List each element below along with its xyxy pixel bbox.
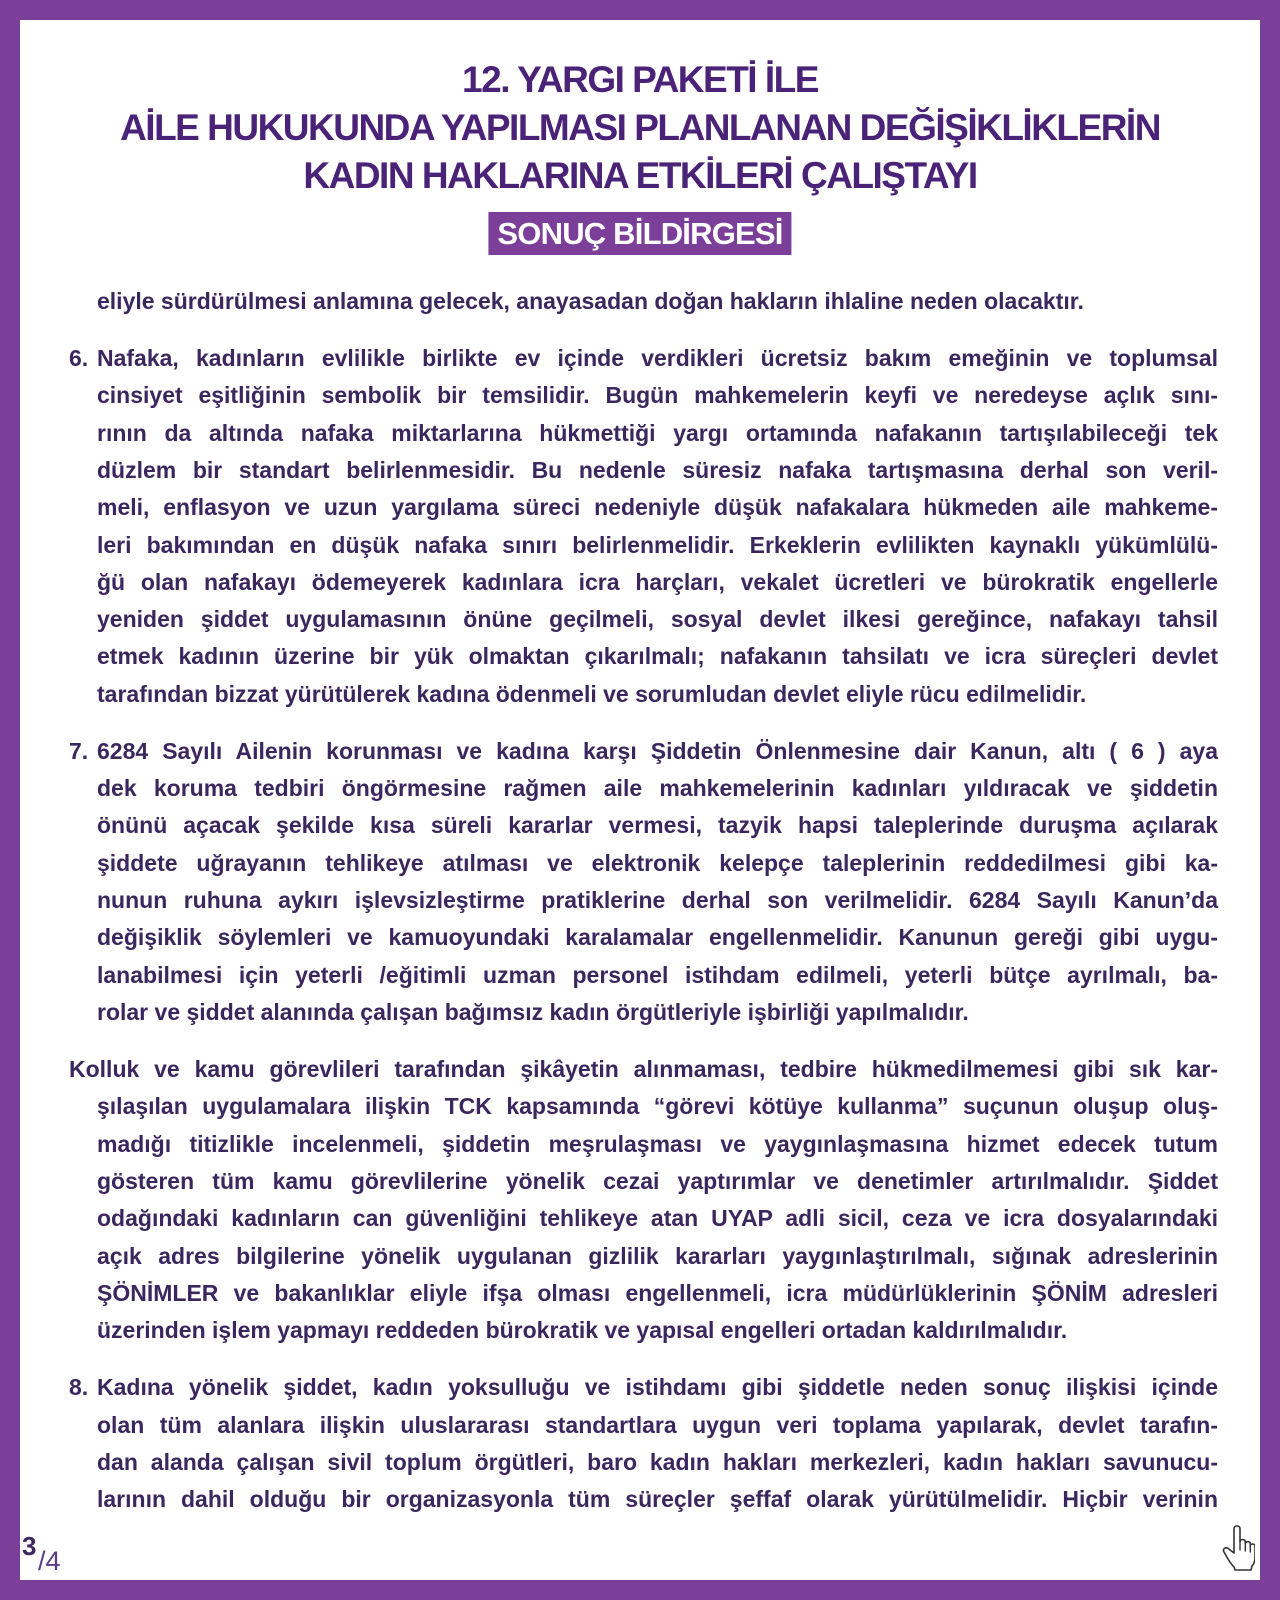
text-line: eliyle sürdürülmesi anlamına gelecek, anayasadan doğan hakların ihlaline neden olacaktır. (97, 288, 1084, 314)
text-line: dan alanda çalışan sivil toplum örgütleri, baro kadın hakları merkezleri, kadın hakları savunucu- (97, 1448, 1218, 1475)
section-badge: SONUÇ BİLDİRGESİ (488, 212, 791, 255)
text-line: meli, enflasyon ve uzun yargılama süreci nedeniyle düşük nafakalara hükmeden aile mahkeme- (97, 494, 1218, 521)
text-line: değişiklik söylemleri ve kamuoyundaki karalamalar engellenmelidir. Kanunun gereği gibi uygu- (97, 924, 1218, 951)
text-line: Nafaka, kadınların evlilikle birlikte ev içinde verdikleri ücretsiz bakım emeğinin ve toplumsal (97, 345, 1218, 372)
text-line: odağındaki kadınların can güvenliğini tehlikeye atan UYAP adli sicil, ceza ve icra dosyalarındaki (97, 1205, 1218, 1232)
text-line: etmek kadının üzerine bir yük olmaktan çıkarılmalı; nafakanın tahsilatı ve icra süreçleri devlet (97, 643, 1218, 670)
title-line: 12. YARGI PAKETİ İLE (462, 59, 818, 100)
text-line: şiddete uğrayanın tehlikeye atılması ve elektronik kelepçe taleplerinin reddedilmesi gibi ka- (97, 849, 1218, 876)
text-line: şılaşılan uygulamalara ilişkin TCK kapsamında “görevi kötüye kullanma” suçunun oluşup oluş- (97, 1093, 1218, 1120)
paragraph-item-8 (69, 1369, 1218, 1518)
text-line: nunun ruhuna aykırı işlevsizleştirme pratiklerine derhal son verilmelidir. 6284 Sayılı Kanun’da (97, 887, 1218, 914)
item-number: 8. (69, 1374, 89, 1401)
text-line: düzlem bir standart belirlenmesidir. Bu nedenle süresiz nafaka tartışmasına derhal son veril- (97, 456, 1218, 483)
title-line: AİLE HUKUKUNDA YAPILMASI PLANLANAN DEĞİŞİKLİKLERİN (120, 107, 1160, 148)
document-title (20, 56, 1260, 200)
text-line: lanabilmesi için yeterli /eğitimli uzman personel istihdam edilmeli, yeterli bütçe ayrılmalı, ba- (97, 961, 1218, 988)
text-line: madığı titizlikle incelenmeli, şiddetin meşrulaşması ve yaygınlaşmasına hizmet edecek tutum (97, 1130, 1218, 1157)
text-line: üzerinden işlem yapmayı reddeden bürokratik ve yapısal engelleri ortadan kaldırılmalıdır. (97, 1317, 1068, 1344)
text-line: ŞÖNİMLER ve bakanlıklar eliyle ifşa olması engellenmeli, icra müdürlüklerinin ŞÖNİM adresleri (97, 1279, 1218, 1306)
document-body (69, 283, 1218, 1518)
hand-pointer-icon (1221, 1523, 1255, 1571)
item-number: 7. (69, 737, 89, 764)
text-line: Kolluk ve kamu görevlileri tarafından şikâyetin alınmaması, tedbire hükmedilmemesi gibi sık kar- (69, 1056, 1218, 1083)
text-line: yeniden şiddet uygulamasının önüne geçilmeli, sosyal devlet ilkesi gereğince, nafakayı tahsil (97, 606, 1218, 633)
page-number-current: 3 (22, 1531, 37, 1561)
text-line: açık adres bilgilerine yönelik uygulanan gizlilik kararları yaygınlaştırılmalı, sığınak adreslerinin (97, 1242, 1218, 1269)
paragraph-kolluk (69, 1051, 1218, 1349)
text-line: 6284 Sayılı Ailenin korunması ve kadına karşı Şiddetin Önlenmesine dair Kanun, altı ( 6 ) aya (97, 737, 1218, 764)
text-line: larının dahil olduğu bir organizasyonla tüm süreçler şeffaf olarak yürütülmelidir. Hiçbir verinin (97, 1486, 1218, 1513)
paragraph-item-6 (69, 340, 1218, 713)
title-line: KADIN HAKLARINA ETKİLERİ ÇALIŞTAYI (303, 155, 977, 196)
text-line: olan tüm alanlara ilişkin uluslararası standartlara uygun veri toplama yapılarak, devlet tarafın- (97, 1411, 1218, 1438)
text-line: rolar ve şiddet alanında çalışan bağımsız kadın örgütleriyle işbirliği yapılmalıdır. (97, 998, 969, 1025)
text-line: leri bakımından en düşük nafaka sınırı belirlenmelidir. Erkeklerin evlilikten kaynaklı yükümlülü- (97, 531, 1218, 558)
item-number: 6. (69, 345, 89, 372)
page-number-total: /4 (38, 1546, 61, 1576)
paragraph-continuation (97, 283, 1218, 320)
text-line: cinsiyet eşitliğinin sembolik bir temsilidir. Bugün mahkemelerin keyfi ve neredeyse açlık sını- (97, 382, 1218, 409)
text-line: dek koruma tedbiri öngörmesine rağmen aile mahkemelerinin kadınları yıldıracak ve şiddetin (97, 775, 1218, 802)
text-line: ğü olan nafakayı ödemeyerek kadınlara icra harçları, vekalet ücretleri ve bürokratik engellerle (97, 568, 1218, 595)
text-line: Kadına yönelik şiddet, kadın yoksulluğu ve istihdamı gibi şiddetle neden sonuç ilişkisi içinde (97, 1374, 1218, 1401)
text-line: tarafından bizzat yürütülerek kadına ödenmeli ve sorumludan devlet eliyle rücu edilmelidir. (97, 680, 1087, 707)
paragraph-item-7 (69, 733, 1218, 1031)
text-line: önünü açacak şekilde kısa süreli kararlar vermesi, tazyik hapsi taleplerinde duruşma açılarak (97, 812, 1218, 839)
text-line: gösteren tüm kamu görevlilerine yönelik cezai yaptırımlar ve denetimler artırılmalıdır. Şiddet (97, 1167, 1218, 1194)
text-line: rının da altında nafaka miktarlarına hükmettiği yargı ortamında nafakanın tartışılabileceği tek (97, 419, 1218, 446)
